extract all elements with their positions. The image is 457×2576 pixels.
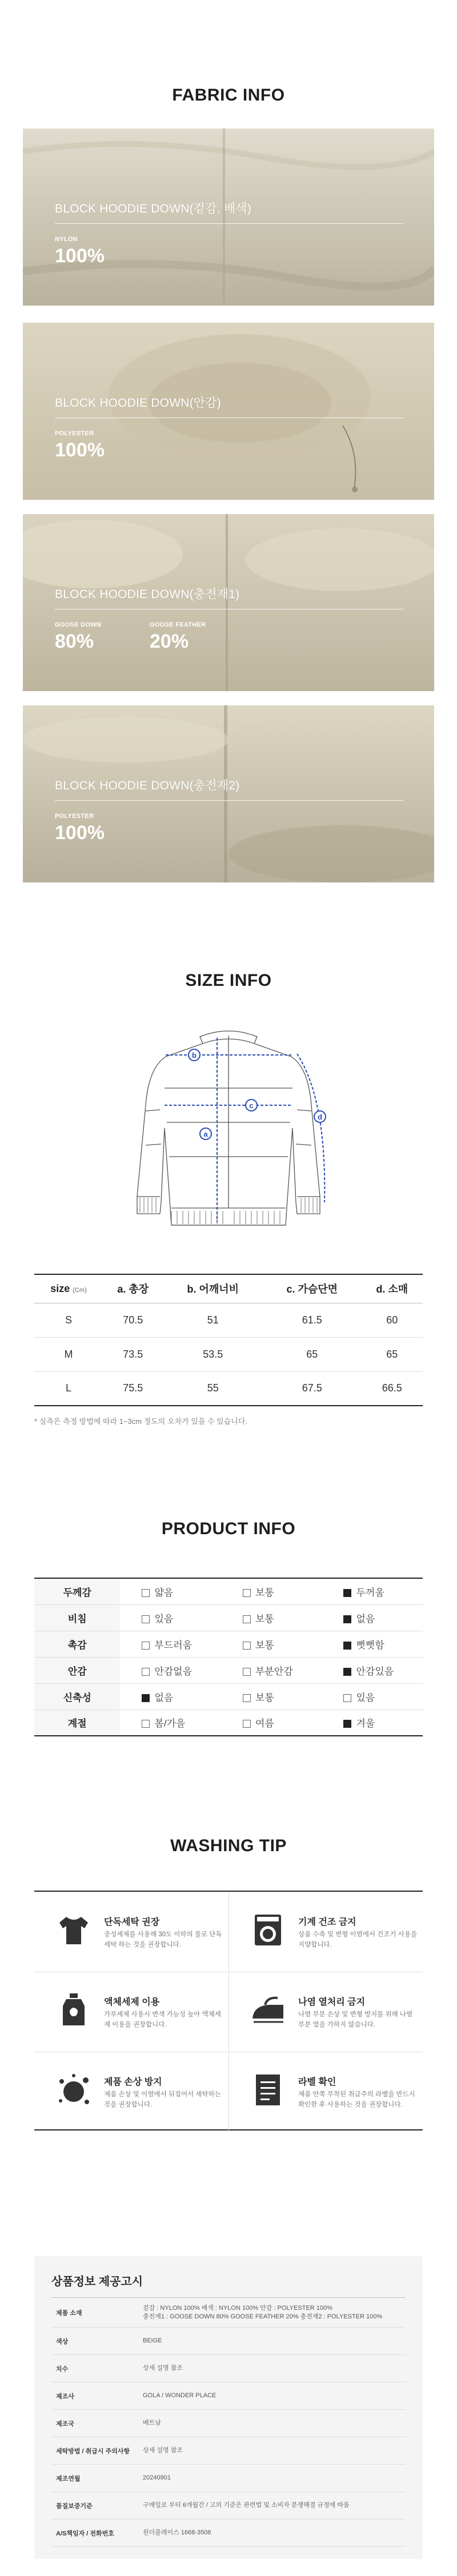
notice-row	[51, 2437, 406, 2465]
material-percent: 100%	[55, 822, 105, 844]
product-row	[34, 1683, 423, 1710]
fabric-photo-filling2	[23, 705, 434, 882]
fabric-name: BLOCK HOODIE DOWN(안감)	[55, 396, 221, 410]
product-option-text: 있음	[154, 1613, 174, 1624]
material-percent: 100%	[55, 439, 105, 461]
value-cell: 65	[362, 1337, 423, 1371]
size-cell: L	[34, 1371, 103, 1406]
product-option	[120, 1683, 221, 1710]
washing-grid	[34, 1891, 423, 2130]
product-option	[322, 1604, 423, 1631]
notice-row	[51, 2465, 406, 2492]
product-row-label: 신축성	[34, 1683, 120, 1710]
product-option	[322, 1657, 423, 1683]
product-row-label: 두께감	[34, 1578, 120, 1604]
product-option-text: 보통	[255, 1613, 274, 1624]
fabric-info-title: FABRIC INFO	[172, 86, 285, 105]
product-option	[221, 1604, 322, 1631]
wash-item-desc: 나염 부분 손상 및 변형 방지를 위해 나염 부분 열을 가하지 않습니다.	[298, 2011, 413, 2028]
wash-item-title: 라벨 확인	[298, 2077, 336, 2087]
material	[55, 236, 105, 267]
label-d: d	[318, 1113, 322, 1121]
product-option	[322, 1683, 423, 1710]
label-a: a	[203, 1130, 208, 1138]
product-option-text: 두꺼움	[356, 1587, 384, 1598]
notice-key: A/S책임자 / 전화번호	[51, 2519, 137, 2547]
fabric-photo-filling1	[23, 514, 434, 691]
unchecked-box-icon	[243, 1694, 251, 1702]
notice-table	[51, 2297, 406, 2547]
notice-row	[51, 2382, 406, 2410]
notice-value: 상세 설명 참조	[137, 2437, 406, 2465]
notice-key: 제조국	[51, 2410, 137, 2437]
material	[55, 430, 105, 462]
product-option-text: 없음	[356, 1613, 375, 1624]
size-cell: S	[34, 1303, 103, 1337]
product-table	[34, 1578, 423, 1736]
material-percent: 80%	[55, 631, 94, 652]
unchecked-box-icon	[343, 1694, 351, 1702]
product-option	[221, 1683, 322, 1710]
wash-item-title: 제품 손상 방지	[104, 2077, 162, 2087]
material-percent: 20%	[150, 631, 189, 652]
wash-item-desc: 가루세제 사용시 변색 가능성 높아 액체세제 이용을 권장합니다.	[104, 2011, 221, 2028]
product-row	[34, 1657, 423, 1683]
notice-key: 제조연월	[51, 2465, 137, 2492]
value-cell: 66.5	[362, 1371, 423, 1406]
unchecked-box-icon	[243, 1615, 251, 1623]
checked-box-icon	[142, 1694, 150, 1702]
notice-value: 겉감 : NYLON 100% 배색 : NYLON 100% 안감 : POLYESTER 100% 충전재1 : GOOSE DOWN 80% GOOSE FEATHER 20% 충전재2 : POLYESTER 100%	[137, 2298, 406, 2328]
wash-item-desc: 중성세제를 사용해 30도 이하의 물로 단독세탁 하는 것을 권장합니다.	[104, 1931, 222, 1948]
notice-row	[51, 2519, 406, 2547]
product-row-label: 촉감	[34, 1631, 120, 1657]
table-row	[34, 1337, 423, 1371]
notice-row	[51, 2410, 406, 2437]
wash-item	[34, 2052, 228, 2132]
notice-value: BEIGE	[137, 2328, 406, 2355]
material-label: GOOSE DOWN	[55, 621, 102, 628]
product-option-text: 없음	[154, 1692, 174, 1703]
fabric-panel-lining	[23, 323, 434, 500]
wash-item-title: 기계 건조 금지	[298, 1917, 356, 1927]
notice-row	[51, 2355, 406, 2382]
col-b: b. 어깨너비	[163, 1274, 263, 1303]
value-cell: 53.5	[163, 1337, 263, 1371]
unchecked-box-icon	[142, 1615, 150, 1623]
unchecked-box-icon	[243, 1668, 251, 1676]
wash-item-title: 나염 열처리 금지	[298, 1997, 366, 2007]
label-c: c	[249, 1101, 254, 1110]
product-option-text: 안감없음	[154, 1666, 193, 1677]
checked-box-icon	[343, 1589, 351, 1597]
wash-item	[34, 1972, 228, 2052]
notice-key: 품질보증기준	[51, 2492, 137, 2519]
divider	[55, 800, 403, 801]
notice-value: 상세 설명 참조	[137, 2355, 406, 2382]
notice-value: GOLA / WONDER PLACE	[137, 2382, 406, 2410]
unchecked-box-icon	[142, 1720, 150, 1728]
notice-row	[51, 2492, 406, 2519]
fabric-name: BLOCK HOODIE DOWN(겉감, 배색)	[55, 202, 251, 215]
size-table-header	[34, 1274, 423, 1303]
product-option-text: 있음	[356, 1692, 375, 1703]
label-icon	[248, 2070, 288, 2110]
product-option	[120, 1710, 221, 1736]
unchecked-box-icon	[142, 1642, 150, 1650]
checked-box-icon	[343, 1615, 351, 1623]
dryer-icon	[248, 1910, 288, 1950]
wash-item-title: 단독세탁 권장	[104, 1917, 160, 1927]
product-option-text: 부분안감	[255, 1666, 293, 1677]
notice-key: 세탁방법 / 취급시 주의사항	[51, 2437, 137, 2465]
product-option	[322, 1710, 423, 1736]
product-option-text: 부드러움	[154, 1639, 193, 1651]
product-option-text: 봄/가을	[154, 1718, 186, 1730]
product-row-label: 계절	[34, 1710, 120, 1736]
product-row-label: 비침	[34, 1604, 120, 1631]
col-d: d. 소매	[362, 1274, 423, 1303]
fabric-photo-lining	[23, 323, 434, 500]
product-option-text: 안감있음	[356, 1666, 394, 1677]
product-option-text: 뻣뻣함	[356, 1639, 384, 1651]
label-b: b	[192, 1051, 197, 1060]
fabric-name: BLOCK HOODIE DOWN(충전재2)	[55, 779, 240, 792]
material-label: GOOSE FEATHER	[150, 621, 206, 628]
value-cell: 61.5	[263, 1303, 362, 1337]
material-label: NYLON	[55, 236, 78, 243]
divider	[55, 223, 403, 224]
checked-box-icon	[343, 1642, 351, 1650]
value-cell: 51	[163, 1303, 263, 1337]
size-info-title: SIZE INFO	[185, 971, 272, 990]
notice-key: 제조사	[51, 2382, 137, 2410]
size-cell: M	[34, 1337, 103, 1371]
detergent-icon	[54, 1990, 94, 2030]
product-row	[34, 1710, 423, 1736]
product-option	[120, 1657, 221, 1683]
product-option	[221, 1578, 322, 1604]
wash-item-title: 액체세제 이용	[104, 1997, 160, 2007]
checked-box-icon	[343, 1668, 351, 1676]
product-row	[34, 1604, 423, 1631]
material	[55, 813, 105, 844]
product-info-title: PRODUCT INFO	[161, 1519, 296, 1538]
unchecked-box-icon	[142, 1589, 150, 1597]
size-header-label: size	[50, 1282, 70, 1294]
iron-icon	[248, 1990, 288, 2030]
material-label: POLYESTER	[55, 430, 94, 437]
table-row	[34, 1303, 423, 1337]
wash-item-desc: 상품 수축 및 변형 이염에서 건조기 사용을 지양합니다.	[298, 1931, 418, 1948]
fabric-name: BLOCK HOODIE DOWN(충전재1)	[55, 588, 240, 601]
material-percent: 100%	[55, 245, 105, 267]
notice-box	[34, 2256, 423, 2559]
notice-row	[51, 2298, 406, 2328]
value-cell: 75.5	[103, 1371, 163, 1406]
notice-value: 베트남	[137, 2410, 406, 2437]
unchecked-box-icon	[243, 1642, 251, 1650]
product-option-text: 보통	[255, 1639, 274, 1651]
wash-item	[228, 1892, 423, 1972]
size-header	[34, 1274, 103, 1303]
washing-tip-title: WASHING TIP	[170, 1836, 287, 1855]
unchecked-box-icon	[142, 1668, 150, 1676]
product-option	[221, 1657, 322, 1683]
size-diagram	[114, 1014, 343, 1242]
wash-item	[34, 1892, 228, 1972]
fabric-photo-outer	[23, 129, 434, 306]
col-a: a. 총장	[103, 1274, 163, 1303]
value-cell: 60	[362, 1303, 423, 1337]
value-cell: 73.5	[103, 1337, 163, 1371]
value-cell: 70.5	[103, 1303, 163, 1337]
product-option-text: 겨울	[356, 1718, 375, 1730]
wash-item	[228, 1972, 423, 2052]
notice-key: 제품 소재	[51, 2298, 137, 2328]
fabric-panel-filling1	[23, 514, 434, 691]
product-option-text: 보통	[255, 1692, 274, 1703]
value-cell: 65	[263, 1337, 362, 1371]
product-option-text: 보통	[255, 1587, 274, 1598]
fabric-panel-outer	[23, 129, 434, 306]
product-row	[34, 1631, 423, 1657]
product-option-text: 얇음	[154, 1587, 174, 1598]
unchecked-box-icon	[243, 1589, 251, 1597]
product-option	[120, 1604, 221, 1631]
size-note: * 실측은 측정 방법에 따라 1~3cm 정도의 오차가 있을 수 있습니다.	[34, 1417, 248, 1426]
notice-value: 원더플레이스 1668-3508	[137, 2519, 406, 2547]
value-cell: 55	[163, 1371, 263, 1406]
notice-value: 구매일로 부터 6개월간 / 고의 기준은 관련법 및 소비자 분쟁해결 규정에 따름	[137, 2492, 406, 2519]
notice-key: 치수	[51, 2355, 137, 2382]
value-cell: 67.5	[263, 1371, 362, 1406]
product-row-label: 안감	[34, 1657, 120, 1683]
col-c: c. 가슴단면	[263, 1274, 362, 1303]
fabric-panel-filling2	[23, 705, 434, 882]
tshirt-icon	[54, 1910, 94, 1950]
product-option	[221, 1710, 322, 1736]
material	[150, 621, 206, 653]
product-option	[120, 1578, 221, 1604]
notice-value: 20240901	[137, 2465, 406, 2492]
product-option-text: 여름	[255, 1718, 274, 1730]
notice-row	[51, 2328, 406, 2355]
material	[55, 621, 101, 653]
size-table	[34, 1274, 423, 1406]
wash-item-desc: 제품 안쪽 부착된 취급주의 라벨을 반드시 확인한 후 사용하는 것을 권장합니다.	[298, 2091, 415, 2108]
checked-box-icon	[343, 1720, 351, 1728]
product-option	[221, 1631, 322, 1657]
unit-label: (Cm)	[73, 1286, 87, 1294]
table-row	[34, 1371, 423, 1406]
notice-title: 상품정보 제공고시	[51, 2276, 143, 2288]
unchecked-box-icon	[243, 1720, 251, 1728]
wash-item-desc: 제품 손상 및 이염에서 뒤집어서 세탁하는 것을 권장합니다.	[104, 2091, 221, 2108]
product-option	[120, 1631, 221, 1657]
wash-item	[228, 2052, 423, 2132]
product-option	[322, 1631, 423, 1657]
notice-key: 색상	[51, 2328, 137, 2355]
material-label: POLYESTER	[55, 813, 94, 820]
product-option	[322, 1578, 423, 1604]
stain-icon	[54, 2070, 94, 2110]
product-row	[34, 1578, 423, 1604]
